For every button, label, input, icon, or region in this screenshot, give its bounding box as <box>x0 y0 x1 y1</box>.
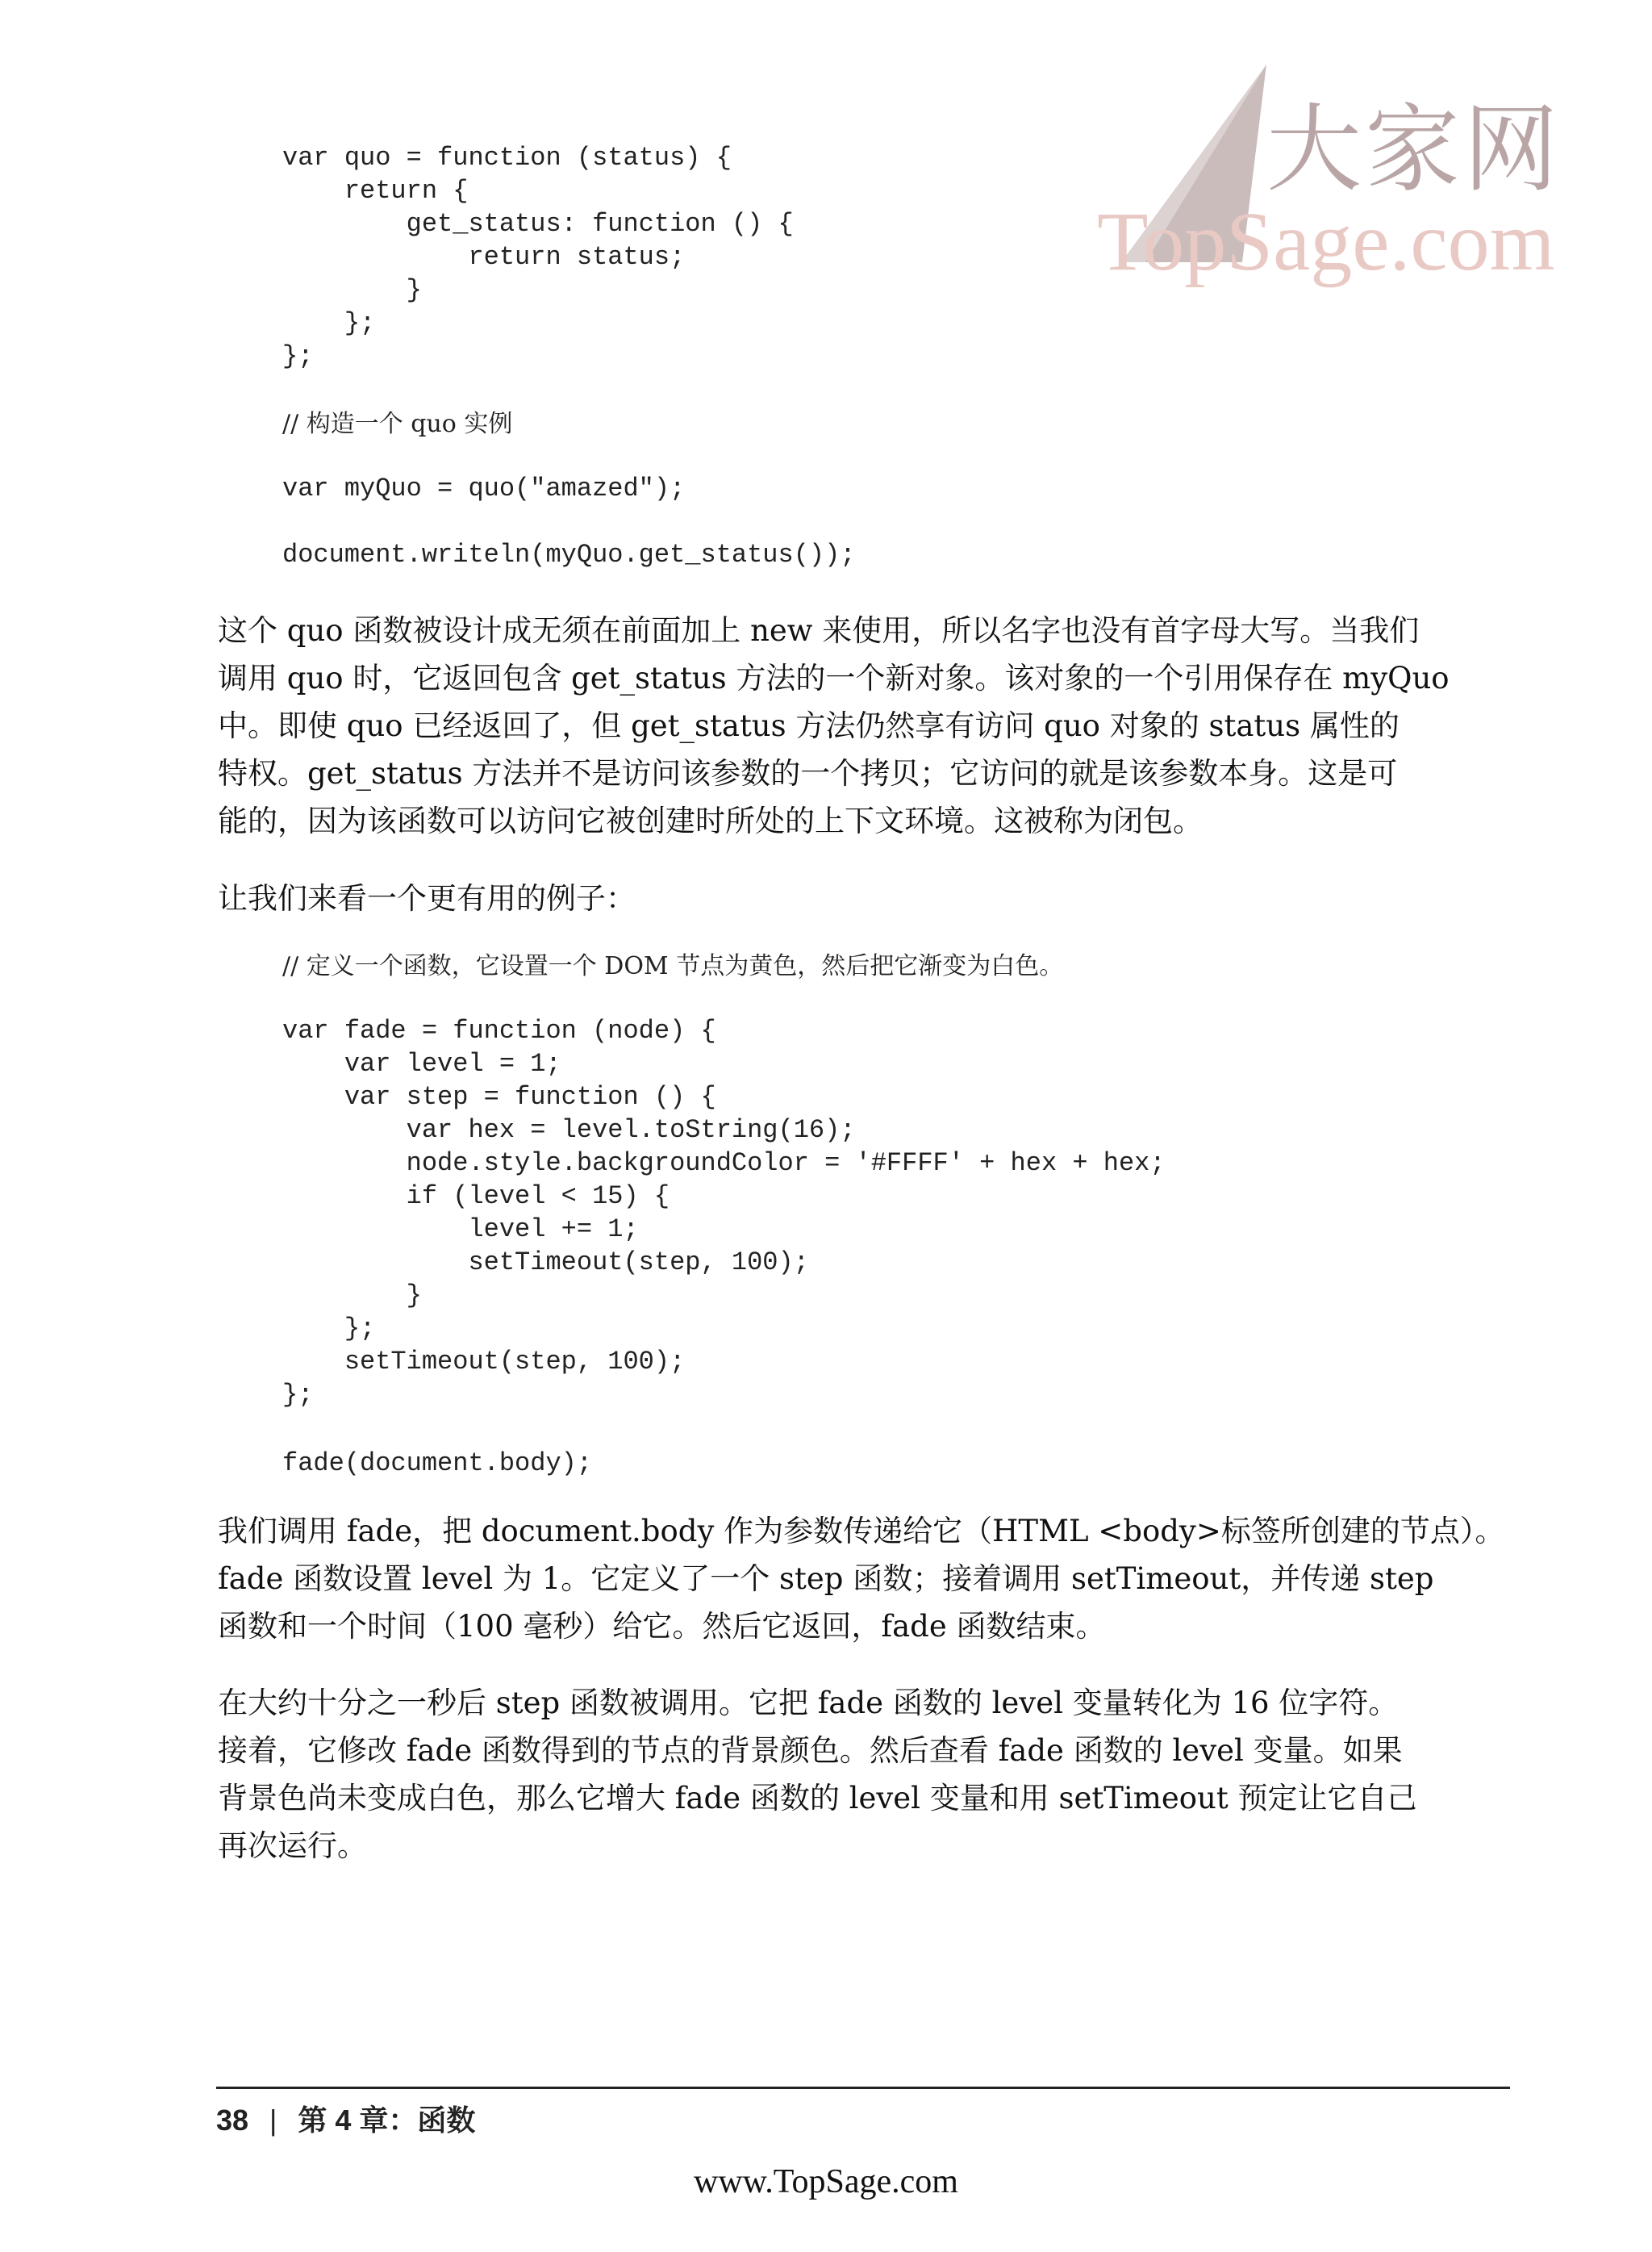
code-line: var step = function () { <box>282 1082 716 1112</box>
watermark-english: TopSage.com <box>1097 195 1555 288</box>
code-line: return status; <box>282 242 686 272</box>
code-line: } <box>282 1281 422 1310</box>
code-line: var level = 1; <box>282 1049 561 1079</box>
paragraph-closure-explanation <box>218 607 1508 845</box>
page-footer <box>216 2098 475 2139</box>
footer-separator: | <box>269 2104 277 2137</box>
code-line: setTimeout(step, 100); <box>282 1247 809 1277</box>
code-line: var quo = function (status) { <box>282 143 732 173</box>
code-line: var fade = function (node) { <box>282 1016 716 1046</box>
footer-divider <box>216 2087 1510 2089</box>
watermark-chinese: 大家网 <box>1266 94 1562 205</box>
text-line: fade 函数设置 level 为 1。它定义了一个 step 函数；接着调用 setTimeout，并传递 step <box>218 1561 1434 1596</box>
code-line: level += 1; <box>282 1214 639 1244</box>
topsage-watermark <box>1097 56 1581 315</box>
site-url: www.TopSage.com <box>694 2163 958 2200</box>
paragraph-step-explanation <box>218 1679 1508 1870</box>
paragraph-fade-call <box>218 1507 1508 1650</box>
text-line: 背景色尚未变成白色，那么它增大 fade 函数的 level 变量和用 setTimeout 预定让它自己 <box>218 1781 1417 1815</box>
code-comment-fade: // 定义一个函数，它设置一个 DOM 节点为黄色，然后把它渐变为白色。 <box>282 952 1064 980</box>
paragraph-example-intro <box>218 875 1508 922</box>
code-line: get_status: function () { <box>282 209 794 239</box>
code-line-fade-call: fade(document.body); <box>282 1448 593 1478</box>
text-line: 函数和一个时间（100 毫秒）给它。然后它返回，fade 函数结束。 <box>218 1609 1106 1644</box>
code-comment-quo: // 构造一个 quo 实例 <box>282 410 513 438</box>
text-line: 接着，它修改 fade 函数得到的节点的背景颜色。然后查看 fade 函数的 level 变量。如果 <box>218 1733 1403 1768</box>
code-line: }; <box>282 1314 376 1343</box>
text-line: 特权。get_status 方法并不是访问该参数的一个拷贝；它访问的就是该参数本身。这是可 <box>218 756 1398 791</box>
code-line: }; <box>282 341 314 371</box>
text-line: 在大约十分之一秒后 step 函数被调用。它把 fade 函数的 level 变量转化为 16 位字符。 <box>218 1686 1399 1720</box>
page-number: 38 <box>216 2104 249 2137</box>
code-line: }; <box>282 1380 314 1410</box>
code-line: var hex = level.toString(16); <box>282 1115 856 1145</box>
text-line: 让我们来看一个更有用的例子： <box>218 881 636 916</box>
code-line: }; <box>282 308 376 338</box>
code-line-writeln: document.writeln(myQuo.get_status()); <box>282 540 856 570</box>
code-line: return { <box>282 176 469 206</box>
code-line: setTimeout(step, 100); <box>282 1347 686 1377</box>
code-block-fade <box>282 1014 1166 1411</box>
text-line: 再次运行。 <box>218 1828 367 1863</box>
code-line: if (level < 15) { <box>282 1181 670 1211</box>
text-line: 我们调用 fade，把 document.body 作为参数传递给它（HTML <body>标签所创建的节点）。 <box>218 1514 1505 1548</box>
text-line: 调用 quo 时，它返回包含 get_status 方法的一个新对象。该对象的一个引用保存在 myQuo <box>218 661 1450 696</box>
code-line-myquo: var myQuo = quo("amazed"); <box>282 474 686 503</box>
text-line: 这个 quo 函数被设计成无须在前面加上 new 来使用，所以名字也没有首字母大写。当我们 <box>218 613 1420 648</box>
text-line: 能的，因为该函数可以访问它被创建时所处的上下文环境。这被称为闭包。 <box>218 804 1203 838</box>
code-block-quo <box>282 141 794 373</box>
text-line: 中。即使 quo 已经返回了，但 get_status 方法仍然享有访问 quo 对象的 status 属性的 <box>218 708 1400 743</box>
chapter-title: 第 4 章：函数 <box>298 2104 476 2137</box>
code-line: } <box>282 275 422 305</box>
code-line: node.style.backgroundColor = '#FFFF' + hex + hex; <box>282 1148 1166 1178</box>
